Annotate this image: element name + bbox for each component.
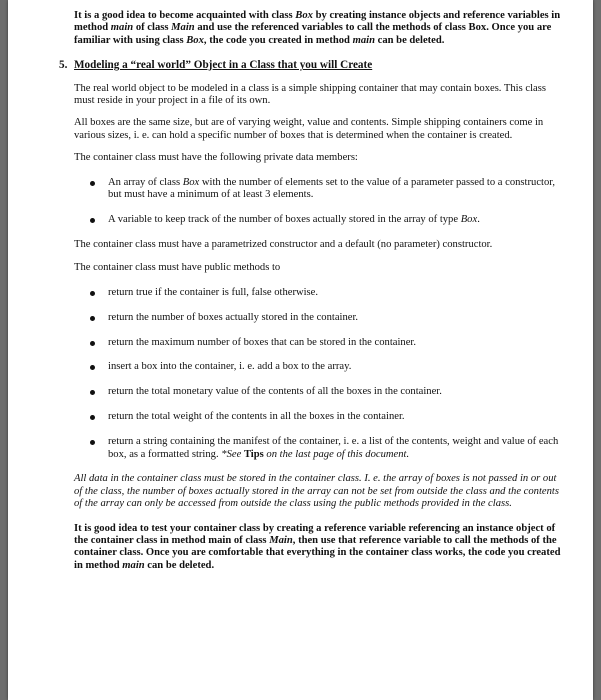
bullet-icon bbox=[90, 181, 95, 186]
method-text: insert a box into the container, i. e. add a box to the array. bbox=[108, 361, 352, 373]
final-text-c: can be deleted. bbox=[144, 559, 215, 571]
bullet-icon bbox=[90, 316, 95, 321]
intro-text-4: and use the referenced variables to call the methods of class Box. Once you are familiar with using class bbox=[74, 22, 552, 46]
bullet-icon bbox=[90, 390, 95, 395]
final-paragraph bbox=[74, 523, 562, 573]
bullet-icon bbox=[90, 415, 95, 420]
intro-text-1: It is a good idea to become acquainted with class bbox=[74, 10, 296, 21]
bullet-icon bbox=[90, 365, 95, 370]
member-2-text-b: . bbox=[477, 213, 480, 225]
final-text-b: , then use that reference variable to call the methods of the container class. Once you are comfortable that everything in the container class works, the code you created in method bbox=[74, 535, 561, 571]
intro-method-main-2: main bbox=[352, 34, 375, 46]
intro-class-main: Main bbox=[171, 22, 195, 34]
intro-text-5: , the code you created in method bbox=[203, 34, 353, 46]
bullet-icon bbox=[90, 291, 95, 296]
list-item bbox=[90, 337, 562, 349]
final-class-main: Main bbox=[269, 535, 293, 547]
list-item bbox=[90, 386, 562, 398]
method-text: return the total monetary value of the contents of all the boxes in the container. bbox=[108, 386, 442, 398]
paragraph-real-world: The real world object to be modeled in a class is a simple shipping container that may contain boxes. This class must reside in your project in a file of its own. bbox=[74, 82, 546, 107]
paragraph-private-members: The container class must have the following private data members: bbox=[74, 152, 358, 164]
section-number: 5. bbox=[59, 59, 68, 72]
list-item bbox=[90, 214, 562, 226]
intro-text-6: can be deleted. bbox=[374, 34, 445, 46]
member-1-text-b: with the number of elements set to the value of a parameter passed to a constructor, but must have a minimum of at least 3 elements. bbox=[108, 176, 556, 201]
list-item bbox=[90, 411, 562, 423]
italic-note: All data in the container class must be stored in the container class. I. e. the array of boxes is not passed in or out of the class, the number of boxes actually stored in the array can not be set from outside the class and the contents of the array can only be accessed from outside the class using the public methods provided in the class. bbox=[74, 473, 559, 510]
member-2-class: Box bbox=[460, 213, 478, 225]
bullet-icon bbox=[90, 341, 95, 346]
method-text: return a string containing the manifest of the container, i. e. a list of the contents, weight and value of each box, as a formatted string. bbox=[108, 436, 559, 460]
final-method-main: main bbox=[122, 559, 145, 571]
final-text-a: It is good idea to test your container class by creating a reference variable referencing an instance object of the container class in method main of class bbox=[74, 522, 556, 547]
see-note: *See bbox=[221, 448, 244, 460]
list-item bbox=[90, 287, 562, 299]
tips-label: Tips bbox=[243, 448, 264, 460]
intro-class-box: Box bbox=[295, 10, 313, 21]
method-text: return the total weight of the contents in all the boxes in the container. bbox=[108, 411, 405, 423]
see-note-tail: on the last page of this document. bbox=[263, 448, 410, 460]
intro-class-box-2: Box bbox=[186, 34, 204, 46]
paragraph-constructors: The container class must have a parametrized constructor and a default (no parameter) constructor. bbox=[74, 238, 493, 250]
list-item bbox=[90, 312, 562, 324]
list-item bbox=[90, 361, 562, 373]
intro-text-3: of class bbox=[133, 22, 172, 34]
document-content bbox=[59, 10, 562, 582]
intro-text-2: by creating instance objects and reference variables in method bbox=[74, 10, 561, 34]
method-text: return true if the container is full, false otherwise. bbox=[108, 286, 319, 298]
paragraph-boxes: All boxes are the same size, but are of varying weight, value and contents. Simple shipping containers come in various sizes, i. e. can hold a specific number of boxes that is determined when the container is created. bbox=[74, 117, 544, 141]
intro-paragraph bbox=[74, 10, 562, 47]
member-1-text-a: An array of class bbox=[108, 176, 183, 188]
section-heading bbox=[59, 59, 562, 71]
method-text: return the number of boxes actually stored in the container. bbox=[108, 311, 359, 323]
intro-method-main: main bbox=[110, 22, 134, 34]
paragraph-public-methods: The container class must have public methods to bbox=[74, 262, 281, 274]
private-members-list bbox=[74, 177, 562, 227]
bullet-icon bbox=[90, 218, 95, 223]
member-2-text-a: A variable to keep track of the number of boxes actually stored in the array of type bbox=[108, 213, 461, 225]
list-item bbox=[90, 436, 562, 461]
public-methods-list bbox=[74, 287, 562, 461]
list-item bbox=[90, 177, 562, 202]
member-1-class: Box bbox=[182, 176, 200, 188]
bullet-icon bbox=[90, 440, 95, 445]
method-text: return the maximum number of boxes that can be stored in the container. bbox=[108, 336, 417, 348]
document-page bbox=[8, 0, 593, 700]
section-title: Modeling a “real world” Object in a Class that you will Create bbox=[74, 59, 373, 72]
